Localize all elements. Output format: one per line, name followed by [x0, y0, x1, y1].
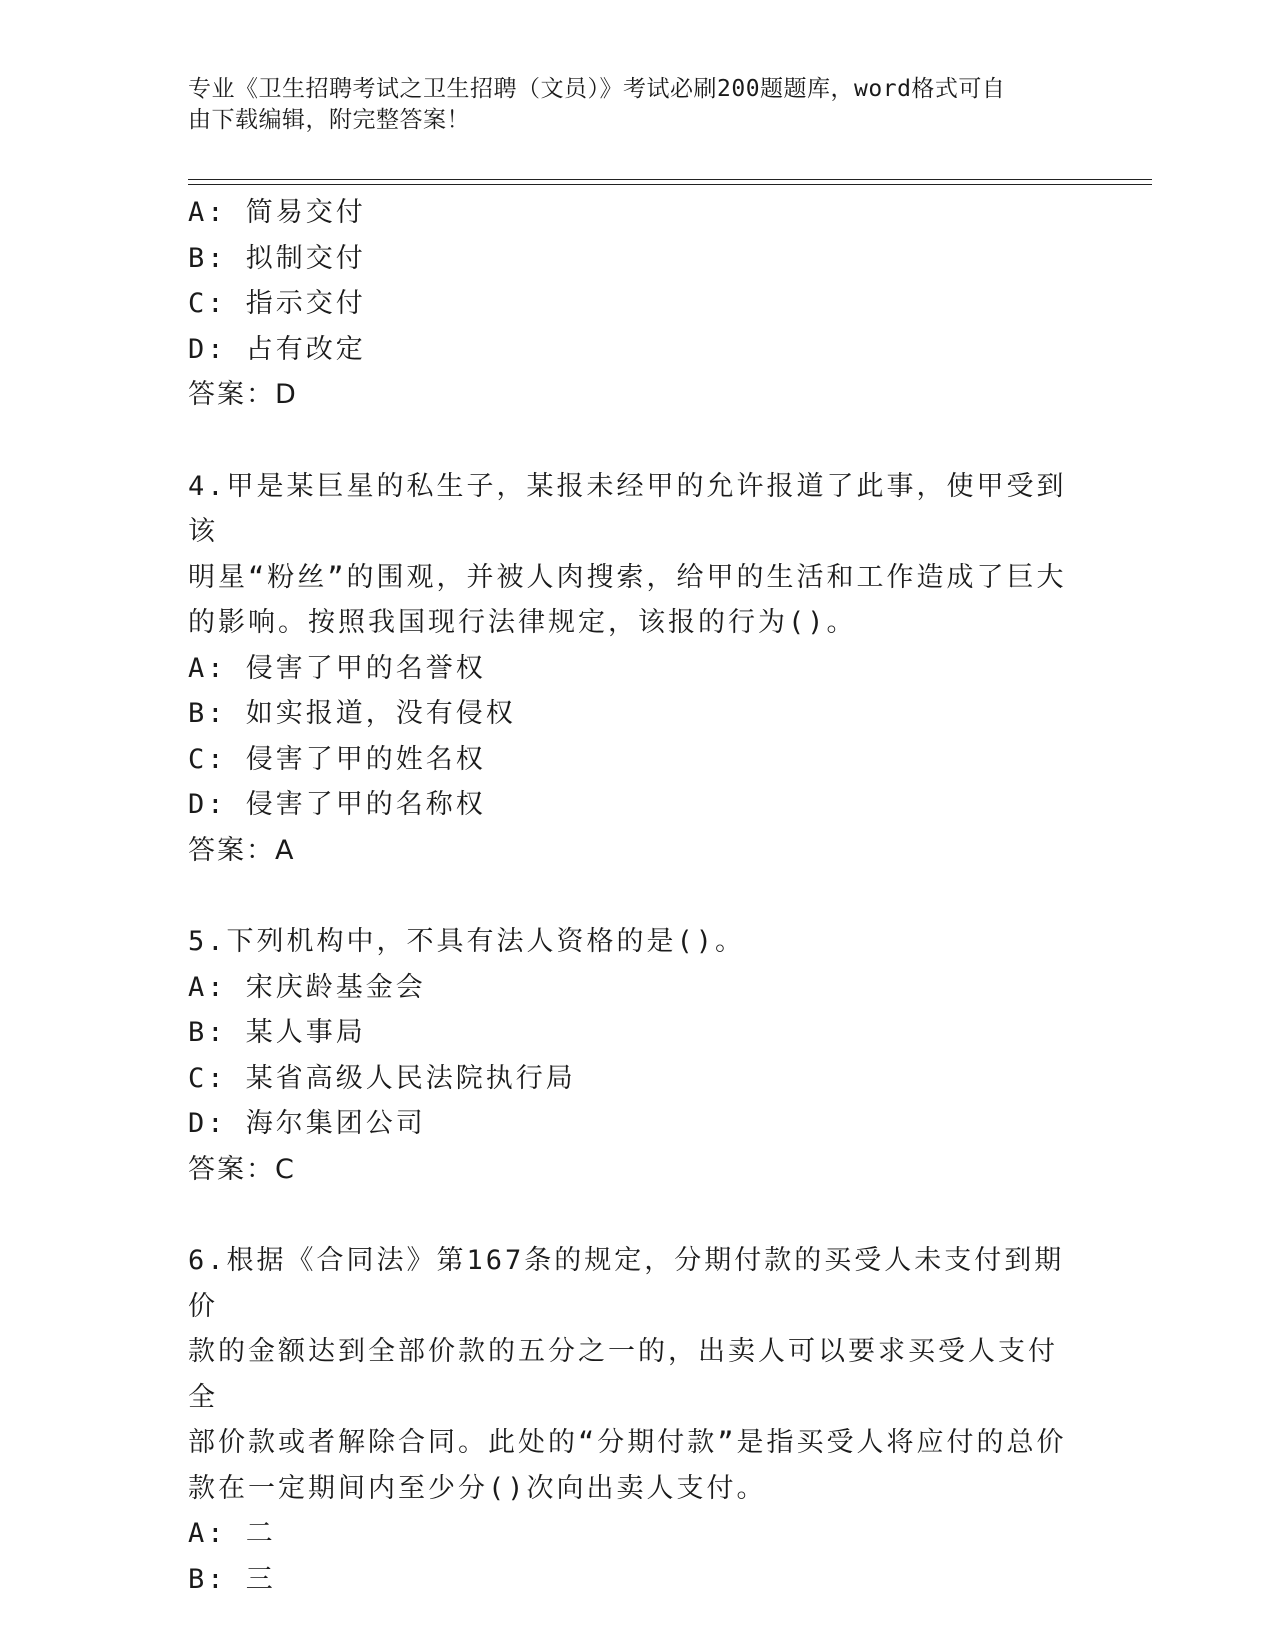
question-stem-line: 款的金额达到全部价款的五分之一的，出卖人可以要求买受人支付全 — [188, 1336, 1058, 1413]
question-3 — [188, 190, 1068, 418]
question-spacer — [188, 1192, 1068, 1238]
option-a: A: 侵害了甲的名誉权 — [188, 652, 486, 684]
question-list — [188, 190, 1068, 1602]
document-header — [188, 74, 1078, 136]
answer-line: 答案：C — [188, 1153, 296, 1185]
option-d: D: 占有改定 — [188, 333, 366, 365]
question-stem-line: 的影响。按照我国现行法律规定，该报的行为()。 — [188, 607, 857, 638]
question-6 — [188, 1238, 1068, 1602]
header-divider-bottom — [188, 184, 1152, 185]
option-b: B: 某人事局 — [188, 1017, 366, 1048]
option-c: C: 侵害了甲的姓名权 — [188, 743, 486, 775]
option-a: A: 简易交付 — [188, 197, 366, 228]
question-stem-line: 5.下列机构中，不具有法人资格的是()。 — [188, 926, 746, 957]
question-stem-line: 4.甲是某巨星的私生子，某报未经甲的允许报道了此事，使甲受到该 — [188, 470, 1067, 547]
option-c: C: 某省高级人民法院执行局 — [188, 1062, 576, 1094]
question-spacer — [188, 418, 1068, 464]
answer-line: 答案：D — [188, 379, 298, 410]
option-a: A: 二 — [188, 1518, 276, 1549]
option-d: D: 海尔集团公司 — [188, 1108, 426, 1139]
question-stem-line: 明星“粉丝”的围观，并被人肉搜索，给甲的生活和工作造成了巨大 — [188, 561, 1067, 593]
question-4 — [188, 464, 1068, 874]
question-stem-line: 部价款或者解除合同。此处的“分期付款”是指买受人将应付的总价 — [188, 1427, 1067, 1458]
option-a: A: 宋庆龄基金会 — [188, 971, 426, 1003]
question-5 — [188, 919, 1068, 1192]
option-b: B: 拟制交付 — [188, 242, 366, 274]
option-b: B: 如实报道，没有侵权 — [188, 698, 516, 729]
question-stem-line: 6.根据《合同法》第167条的规定，分期付款的买受人未支付到期价 — [188, 1245, 1065, 1322]
option-d: D: 侵害了甲的名称权 — [188, 789, 486, 820]
header-divider-top — [188, 179, 1152, 180]
question-spacer — [188, 873, 1068, 919]
header-title-line-2: 由下载编辑，附完整答案！ — [188, 107, 470, 133]
option-b: B: 三 — [188, 1563, 276, 1595]
question-stem-line: 款在一定期间内至少分()次向出卖人支付。 — [188, 1472, 767, 1504]
header-title-line-1: 专业《卫生招聘考试之卫生招聘（文员）》考试必刷200题题库，word格式可自 — [188, 76, 1006, 102]
answer-line: 答案：A — [188, 834, 296, 866]
option-c: C: 指示交付 — [188, 288, 366, 319]
